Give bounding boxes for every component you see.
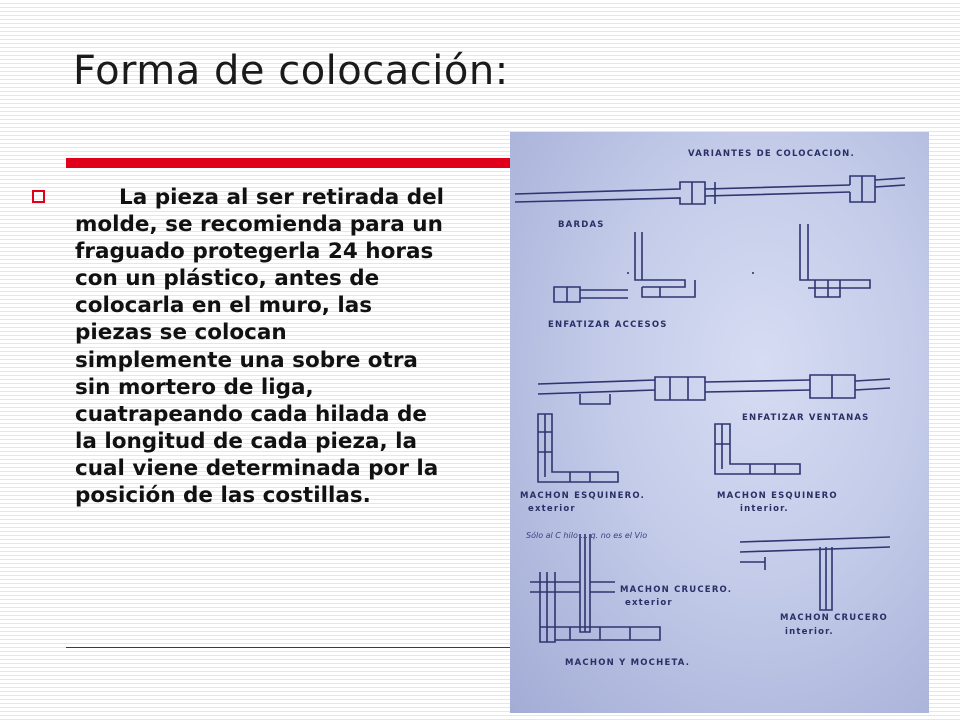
machon-mocheta-label: MACHON Y MOCHETA. [565,658,691,668]
enfatizar-ventanas-label: ENFATIZAR VENTANAS [742,413,870,423]
body-paragraph: La pieza al ser retirada del molde, se recomienda para un fraguado protegerla 24 horas con un plástico, antes de colocarla en el muro, las piezas se colocan simplemente una sobre otra sin mortero de liga, cuatrapeando cada hilada de la longitud de cada pieza, la cual viene determinada por la posición de las costillas. [75,185,445,509]
construction-drawing-svg [510,132,929,713]
title-underline-bar [66,158,516,168]
machon-esquinero-interior-label: MACHON ESQUINERO [717,491,838,501]
machon-crucero-interior-label: MACHON CRUCERO [780,613,888,623]
drawing-header-label: VARIANTES DE COLOCACION. [688,149,855,159]
machon-esquinero-exterior-sub: exterior [528,504,576,514]
machon-crucero-interior-sub: interior. [785,627,834,637]
enfatizar-accesos-drawing [554,224,870,302]
machon-crucero-exterior-label: MACHON CRUCERO. [620,585,733,595]
machon-esquinero-exterior-drawing [538,414,618,482]
machon-crucero-exterior-drawing [530,534,615,632]
handwritten-note: Sólo al C hilo ... q. no es el Vio [526,531,648,540]
enfatizar-ventanas-drawing [538,375,890,404]
hollow-square-bullet-icon [32,190,45,203]
bardas-label: BARDAS [558,220,605,230]
bardas-wall-drawing [515,176,905,204]
machon-crucero-exterior-sub: exterior [625,598,673,608]
footer-divider-line [66,647,516,648]
slide-title: Forma de colocación: [73,48,509,94]
machon-esquinero-interior-drawing [715,424,800,474]
machon-esquinero-interior-sub: interior. [740,504,789,514]
construction-drawing-photo [510,132,929,713]
enfatizar-accesos-label: ENFATIZAR ACCESOS [548,320,668,330]
machon-esquinero-exterior-label: MACHON ESQUINERO. [520,491,646,501]
machon-crucero-interior-drawing [740,537,890,610]
